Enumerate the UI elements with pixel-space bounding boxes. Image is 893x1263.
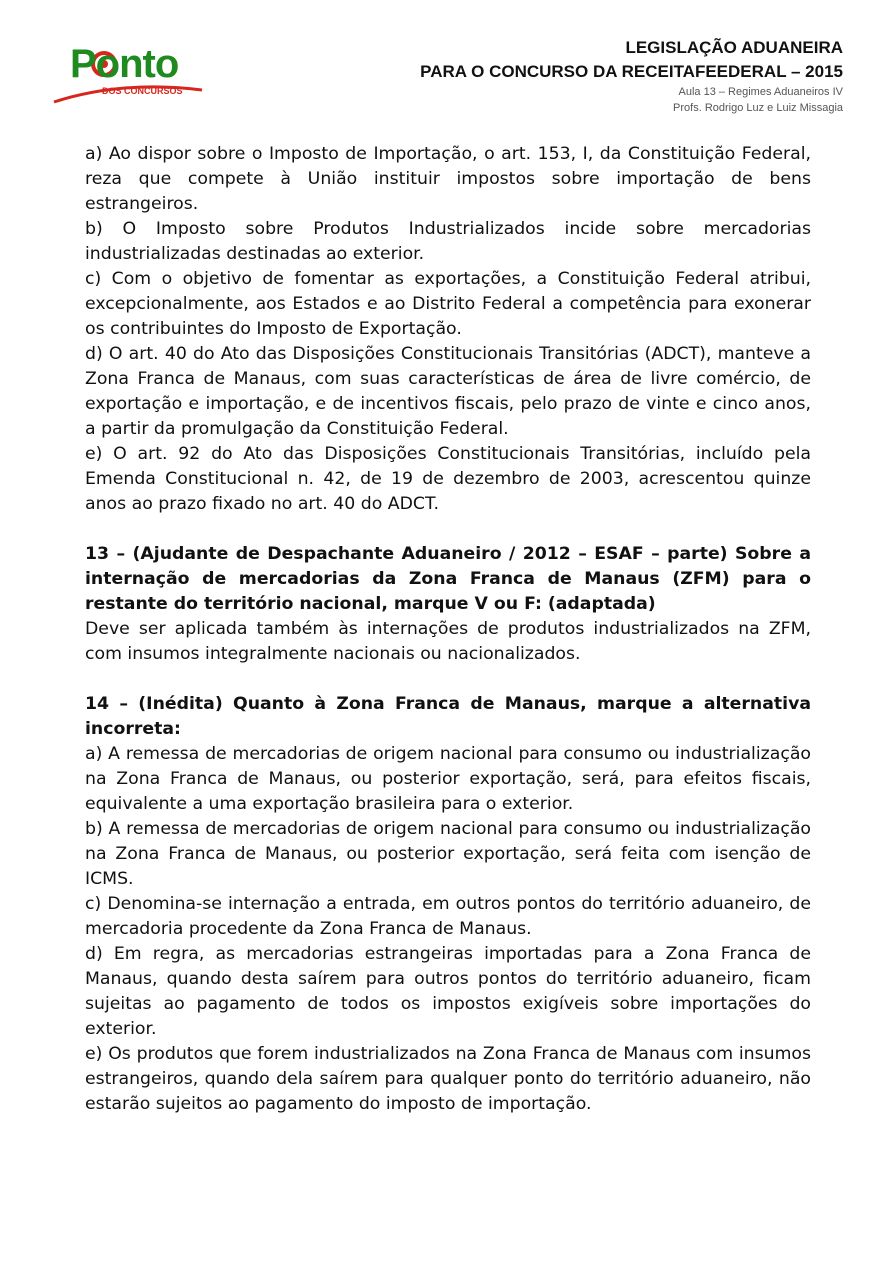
- header-titles: [420, 36, 843, 116]
- question-14-option-c: c) Denomina-se internação a entrada, em outros pontos do território aduaneiro, de mercadoria procedente da Zona Franca de Manaus.: [85, 894, 811, 939]
- header-authors: Profs. Rodrigo Luz e Luiz Missagia: [673, 102, 843, 114]
- question-14-option-e: e) Os produtos que forem industrializados na Zona Franca de Manaus com insumos estrangeiros, quando dela saírem para qualquer ponto do território aduaneiro, não estarão sujeitos ao pagamento do imposto de importação.: [85, 1044, 811, 1114]
- logo-text: Ponto: [70, 42, 179, 86]
- document-body: [85, 142, 811, 1117]
- question-14-option-a: a) A remessa de mercadorias de origem nacional para consumo ou industrialização na Zona Franca de Manaus, ou posterior exportação, será, para efeitos fiscais, equivalente a uma exportação brasileira para o exterior.: [85, 744, 811, 814]
- header-title-line1: LEGISLAÇÃO ADUANEIRA: [625, 38, 843, 57]
- option-d: d) O art. 40 do Ato das Disposições Constitucionais Transitórias (ADCT), manteve a Zona Franca de Manaus, com suas características de área de livre comércio, de exportação e importação, e de incentivos fiscais, pelo prazo de vinte e cinco anos, a partir da promulgação da Constituição Federal.: [85, 344, 811, 439]
- option-b: b) O Imposto sobre Produtos Industrializados incide sobre mercadorias industrializadas destinadas ao exterior.: [85, 219, 811, 264]
- logo-subtitle: DOS CONCURSOS: [102, 86, 183, 96]
- option-e: e) O art. 92 do Ato das Disposições Constitucionais Transitórias, incluído pela Emenda Constitucional n. 42, de 19 de dezembro de 2003, acrescentou quinze anos ao prazo fixado no art. 40 do ADCT.: [85, 444, 811, 514]
- question-14-option-d: d) Em regra, as mercadorias estrangeiras importadas para a Zona Franca de Manaus, quando desta saírem para outros pontos do território aduaneiro, ficam sujeitas ao pagamento de todos os impostos exigíveis sobre importações do exterior.: [85, 944, 811, 1039]
- ponto-dos-concursos-logo: [52, 40, 217, 110]
- question-14-option-b: b) A remessa de mercadorias de origem nacional para consumo ou industrialização na Zona Franca de Manaus, ou posterior exportação, será feita com isenção de ICMS.: [85, 819, 811, 889]
- option-c: c) Com o objetivo de fomentar as exportações, a Constituição Federal atribui, excepcionalmente, aos Estados e ao Distrito Federal a competência para exonerar os contribuintes do Imposto de Exportação.: [85, 269, 811, 339]
- page-header: [0, 0, 893, 130]
- header-lesson: Aula 13 – Regimes Aduaneiros IV: [678, 86, 843, 98]
- header-title-line2: PARA O CONCURSO DA RECEITAFEEDERAL – 2015: [420, 62, 843, 81]
- question-13-title: 13 – (Ajudante de Despachante Aduaneiro / 2012 – ESAF – parte) Sobre a internação de mercadorias da Zona Franca de Manaus (ZFM) para o restante do território nacional, marque V ou F: (adaptada): [85, 544, 811, 614]
- option-a: a) Ao dispor sobre o Imposto de Importação, o art. 153, I, da Constituição Federal, reza que compete à União instituir impostos sobre importação de bens estrangeiros.: [85, 144, 811, 214]
- question-13-body: Deve ser aplicada também às internações de produtos industrializados na ZFM, com insumos integralmente nacionais ou nacionalizados.: [85, 619, 811, 664]
- question-14-title: 14 – (Inédita) Quanto à Zona Franca de Manaus, marque a alternativa incorreta:: [85, 694, 811, 739]
